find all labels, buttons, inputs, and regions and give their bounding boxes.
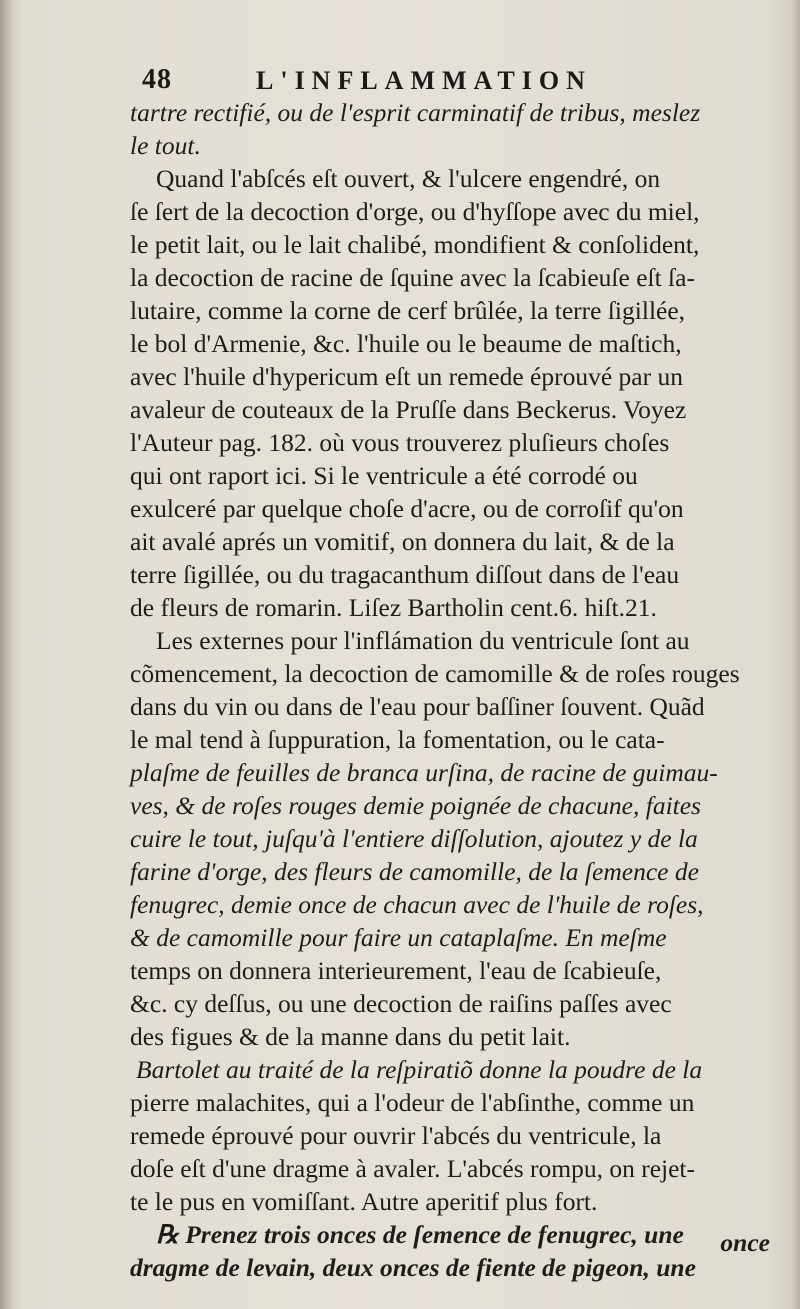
text-line: cuire le tout, juſqu'à l'entiere diſſolution, ajoutez y de la <box>130 824 698 853</box>
paragraph-start-line: Bartolet au traité de la reſpiratiõ donne la poudre de la <box>136 1055 703 1084</box>
text-line: le tout. <box>130 131 201 160</box>
text-line: dans du vin ou dans de l'eau pour baſſiner ſouvent. Quãd <box>130 692 705 721</box>
text-line: avec l'huile d'hypericum eſt un remede éprouvé par un <box>130 362 683 391</box>
text-line: l'Auteur pag. 182. où vous trouverez pluſieurs choſes <box>130 428 670 457</box>
text-line: ſe ſert de la decoction d'orge, ou d'hyſſope avec du miel, <box>130 197 700 226</box>
text-line: temps on donnera interieurement, l'eau de ſcabieuſe, <box>130 956 662 985</box>
text-line: farine d'orge, des fleurs de camomille, de la ſemence de <box>130 857 699 886</box>
recipe-line: ℞ Prenez trois onces de ſemence de fenugrec, une <box>156 1220 684 1249</box>
text-line: doſe eſt d'une dragme à avaler. L'abcés rompu, on rejet- <box>130 1154 695 1183</box>
page-header <box>142 64 662 98</box>
text-line: lutaire, comme la corne de cerf brûlée, la terre ſigillée, <box>130 296 686 325</box>
text-line: dragme de levain, deux onces de fiente de pigeon, une <box>130 1253 696 1282</box>
text-line: qui ont raport ici. Si le ventricule a été corrodé ou <box>130 461 638 490</box>
page-edge-right <box>790 0 800 1309</box>
catchword: once <box>720 1228 770 1257</box>
text-line: &c. cy deſſus, ou une decoction de raiſins paſſes avec <box>130 989 672 1018</box>
text-line: la decoction de racine de ſquine avec la ſcabieuſe eſt ſa- <box>130 263 695 292</box>
text-line: le mal tend à ſuppuration, la fomentation, ou le cata- <box>130 725 665 754</box>
text-line: remede éprouvé pour ouvrir l'abcés du ventricule, la <box>130 1121 662 1150</box>
text-line: cõmencement, la decoction de camomille & de roſes rouges <box>130 659 740 688</box>
text-line: terre ſigillée, ou du tragacanthum diſſout dans de l'eau <box>130 560 680 589</box>
text-line: ait avalé aprés un vomitif, on donnera du lait, & de la <box>130 527 675 556</box>
text-line: avaleur de couteaux de la Pruſſe dans Beckerus. Voyez <box>130 395 687 424</box>
text-line: de fleurs de romarin. Liſez Bartholin cent.6. hiſt.21. <box>130 593 657 622</box>
text-line: le petit lait, ou le lait chalibé, mondifient & conſolident, <box>130 230 700 259</box>
text-line: tartre rectifié, ou de l'esprit carminatif de tribus, meslez <box>130 98 701 127</box>
text-line: le bol d'Armenie, &c. l'huile ou le beaume de maſtich, <box>130 329 682 358</box>
paragraph-start-line: Quand l'abſcés eſt ouvert, & l'ulcere engendré, on <box>156 164 661 193</box>
text-line: ves, & de roſes rouges demie poignée de chacune, faites <box>130 791 701 820</box>
text-line: plaſme de feuilles de branca urſina, de racine de guimau- <box>130 758 718 787</box>
text-line: te le pus en vomiſſant. Autre aperitif plus fort. <box>130 1187 598 1216</box>
running-title: L'INFLAMMATION <box>256 66 592 95</box>
paragraph-start-line: Les externes pour l'inflámation du ventricule ſont au <box>156 626 690 655</box>
text-line: exulceré par quelque choſe d'acre, ou de corroſif qu'on <box>130 494 684 523</box>
text-line: des figues & de la manne dans du petit lait. <box>130 1022 571 1051</box>
text-line: fenugrec, demie once de chacun avec de l'huile de roſes, <box>130 890 704 919</box>
text-line: & de camomille pour faire un cataplaſme. En meſme <box>130 923 667 952</box>
page-gutter-left <box>0 0 14 1309</box>
body-text <box>130 96 770 1284</box>
text-line: pierre malachites, qui a l'odeur de l'abſinthe, comme un <box>130 1088 695 1117</box>
page-number: 48 <box>142 64 172 95</box>
